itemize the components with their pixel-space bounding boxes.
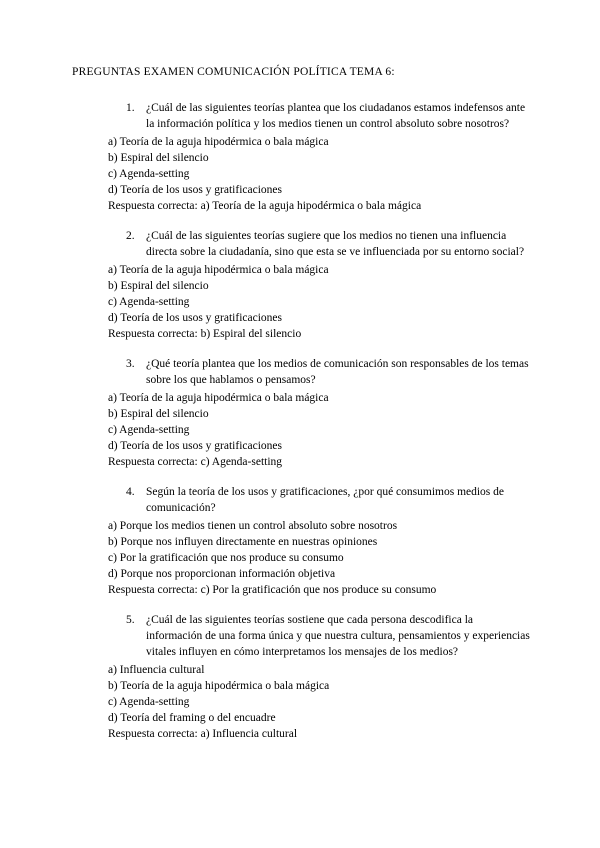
question-text: ¿Cuál de las siguientes teorías sugiere que los medios no tienen una influencia directa sobre la ciudadanía, sino que esta se ve influenciada por su entorno social? [146, 230, 525, 258]
question-block-2 [72, 228, 530, 342]
question-block-3 [72, 356, 530, 470]
question-4 [126, 484, 530, 516]
option-c: c) Agenda-setting [108, 424, 190, 436]
option-a: a) Teoría de la aguja hipodérmica o bala mágica [108, 136, 329, 148]
answer-line: Respuesta correcta: c) Agenda-setting [108, 456, 283, 468]
option-c: c) Por la gratificación que nos produce su consumo [108, 552, 344, 564]
option-a: a) Teoría de la aguja hipodérmica o bala mágica [108, 392, 329, 404]
question-block-4 [72, 484, 530, 598]
question-block-1 [72, 100, 530, 214]
option-b: b) Espiral del silencio [108, 152, 209, 164]
option-b: b) Teoría de la aguja hipodérmica o bala mágica [108, 680, 330, 692]
option-b: b) Porque nos influyen directamente en nuestras opiniones [108, 536, 378, 548]
question-number: 4. [126, 486, 135, 498]
question-text: ¿Cuál de las siguientes teorías sostiene que cada persona descodifica la información de una forma única y que nuestra cultura, pensamientos y experiencias vitales influyen en cómo interpretamos los mensajes de los medios? [146, 614, 530, 658]
question-3 [126, 356, 530, 388]
question-number: 5. [126, 614, 135, 626]
question-number: 2. [126, 230, 135, 242]
option-d: d) Teoría del framing o del encuadre [108, 712, 276, 724]
question-number: 3. [126, 358, 135, 370]
question-block-5 [72, 612, 530, 742]
answer-line: Respuesta correcta: b) Espiral del silencio [108, 328, 302, 340]
option-a: a) Influencia cultural [108, 664, 205, 676]
option-a: a) Teoría de la aguja hipodérmica o bala mágica [108, 264, 329, 276]
option-c: c) Agenda-setting [108, 296, 190, 308]
option-d: d) Teoría de los usos y gratificaciones [108, 312, 282, 324]
question-2 [126, 228, 530, 260]
option-d: d) Teoría de los usos y gratificaciones [108, 440, 282, 452]
question-text: ¿Cuál de las siguientes teorías plantea que los ciudadanos estamos indefensos ante la información política y los medios tienen un control absoluto sobre nosotros? [146, 102, 526, 130]
option-b: b) Espiral del silencio [108, 408, 209, 420]
option-c: c) Agenda-setting [108, 696, 190, 708]
option-b: b) Espiral del silencio [108, 280, 209, 292]
question-text: Según la teoría de los usos y gratificaciones, ¿por qué consumimos medios de comunicación? [146, 486, 505, 514]
page-title: PREGUNTAS EXAMEN COMUNICACIÓN POLÍTICA TEMA 6: [72, 66, 395, 78]
answer-line: Respuesta correcta: a) Influencia cultural [108, 728, 298, 740]
answer-line: Respuesta correcta: a) Teoría de la aguja hipodérmica o bala mágica [108, 200, 422, 212]
question-text: ¿Qué teoría plantea que los medios de comunicación son responsables de los temas sobre los que hablamos o pensamos? [146, 358, 529, 386]
question-1 [126, 100, 530, 132]
option-c: c) Agenda-setting [108, 168, 190, 180]
question-5 [126, 612, 530, 660]
option-d: d) Porque nos proporcionan información objetiva [108, 568, 336, 580]
question-number: 1. [126, 102, 135, 114]
answer-line: Respuesta correcta: c) Por la gratificación que nos produce su consumo [108, 584, 437, 596]
option-a: a) Porque los medios tienen un control absoluto sobre nosotros [108, 520, 398, 532]
option-d: d) Teoría de los usos y gratificaciones [108, 184, 282, 196]
